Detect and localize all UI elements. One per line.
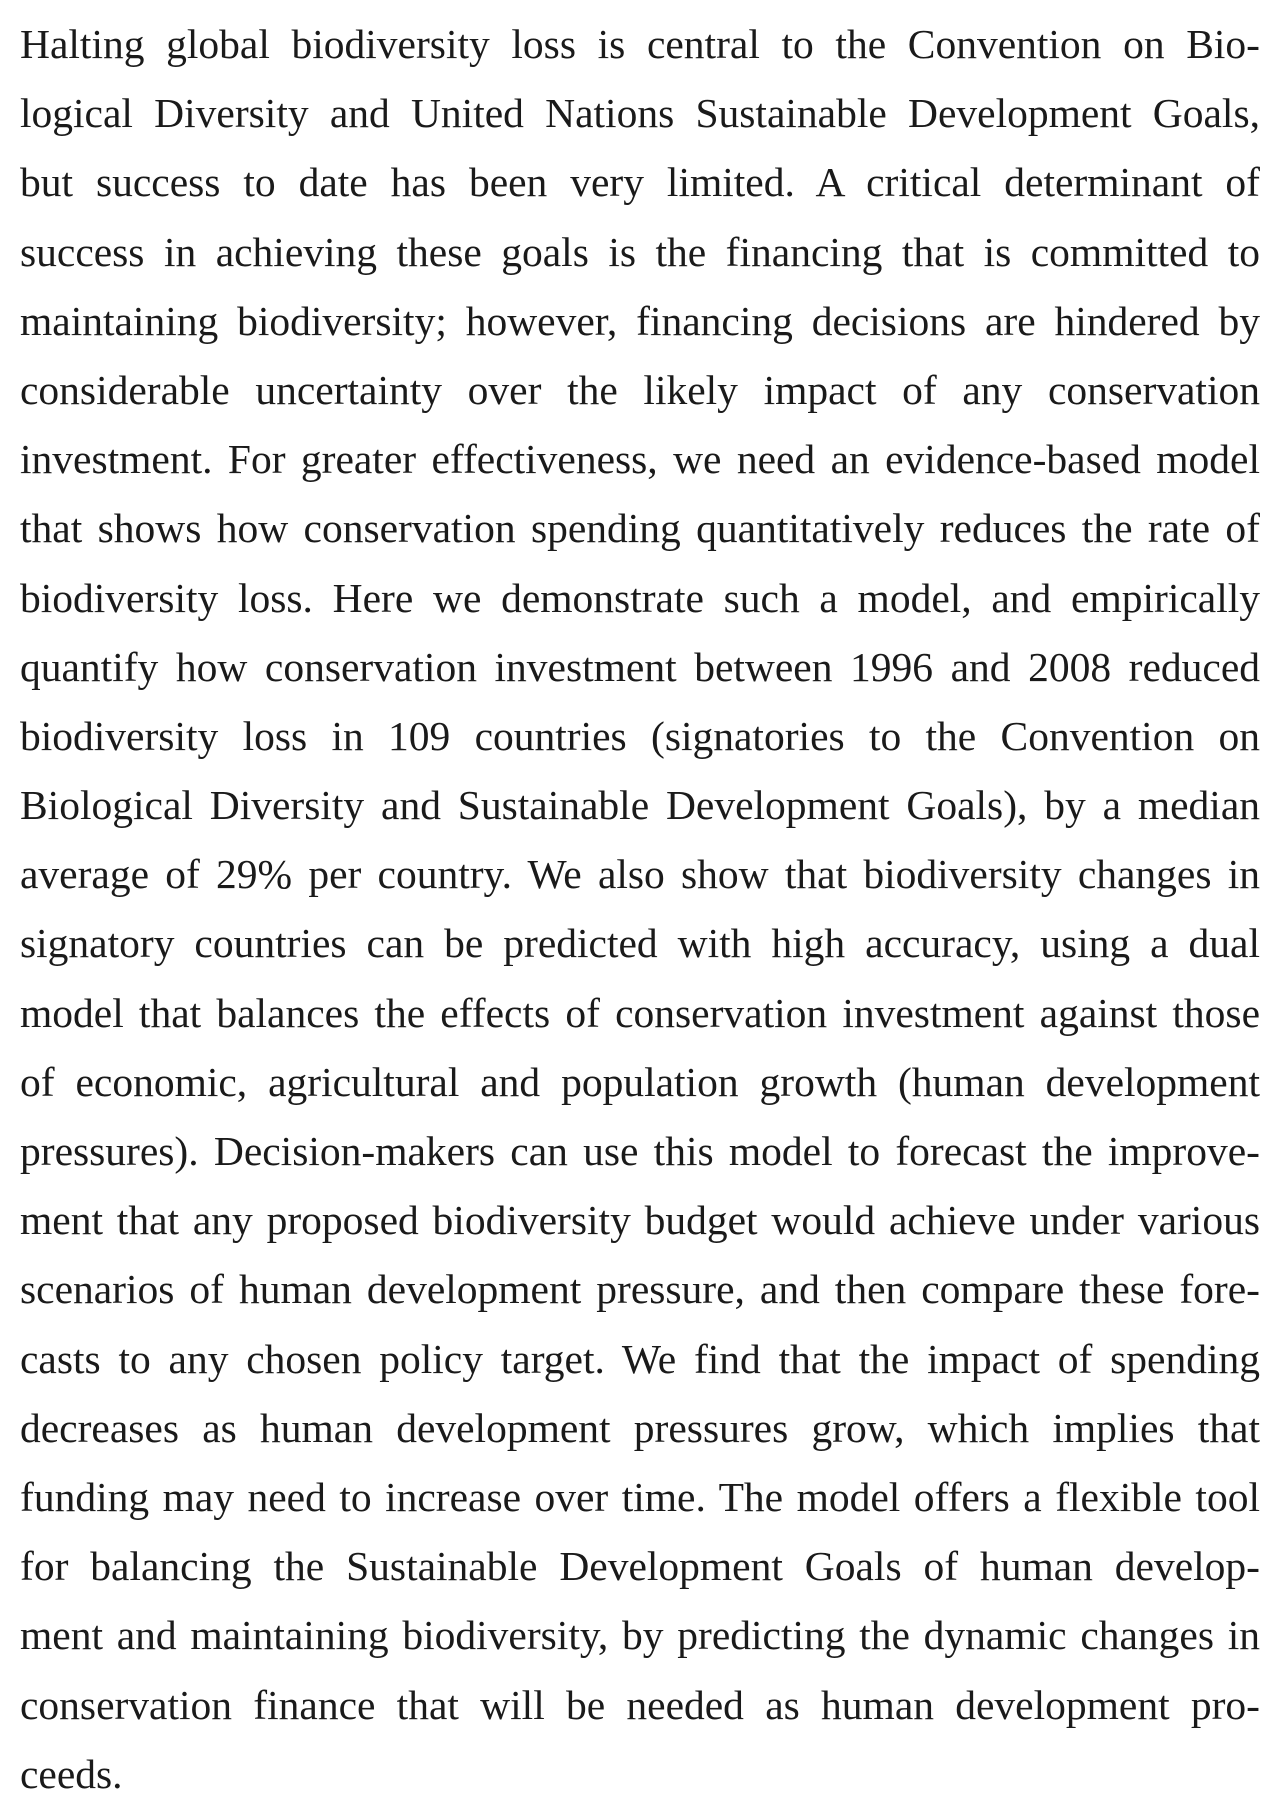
text-line: but success to date has been very limited. A critical determinant of	[20, 159, 1260, 206]
text-line: casts to any chosen policy target. We find that the impact of spending	[20, 1335, 1260, 1382]
text-line: signatory countries can be predicted with high accuracy, using a dual	[20, 920, 1260, 967]
text-line: considerable uncertainty over the likely impact of any conservation	[20, 366, 1260, 413]
text-line: funding may need to increase over time. The model offers a flexible tool	[20, 1473, 1260, 1520]
text-line: investment. For greater effectiveness, we need an evidence-based model	[20, 436, 1260, 483]
text-line: ment and maintaining biodiversity, by predicting the dynamic changes in	[20, 1612, 1260, 1659]
text-line: average of 29% per country. We also show that biodiversity changes in	[20, 851, 1260, 898]
text-line: ceeds.	[20, 1750, 123, 1797]
text-line: ment that any proposed biodiversity budget would achieve under various	[20, 1197, 1260, 1244]
text-line: that shows how conservation spending quantitatively reduces the rate of	[20, 505, 1260, 552]
abstract-paragraph	[20, 10, 1260, 1809]
text-line: of economic, agricultural and population growth (human development	[20, 1058, 1260, 1105]
text-line: model that balances the effects of conservation investment against those	[20, 989, 1260, 1036]
text-line: pressures). Decision-makers can use this model to forecast the improve-	[20, 1128, 1260, 1174]
text-line: quantify how conservation investment between 1996 and 2008 reduced	[20, 643, 1260, 690]
text-line: maintaining biodiversity; however, financing decisions are hindered by	[20, 297, 1260, 344]
text-line: decreases as human development pressures grow, which implies that	[20, 1404, 1260, 1451]
text-line: Biological Diversity and Sustainable Development Goals), by a median	[20, 782, 1260, 829]
text-line: conservation finance that will be needed as human development pro-	[20, 1681, 1260, 1728]
text-line: success in achieving these goals is the financing that is committed to	[20, 228, 1260, 275]
text-line: logical Diversity and United Nations Sustainable Development Goals,	[20, 90, 1260, 137]
text-line: Halting global biodiversity loss is central to the Convention on Bio-	[20, 21, 1260, 67]
text-line: for balancing the Sustainable Development Goals of human develop-	[20, 1543, 1260, 1590]
text-line: scenarios of human development pressure, and then compare these fore-	[20, 1266, 1260, 1313]
text-line: biodiversity loss in 109 countries (signatories to the Convention on	[20, 712, 1260, 759]
text-line: biodiversity loss. Here we demonstrate such a model, and empirically	[20, 574, 1260, 621]
